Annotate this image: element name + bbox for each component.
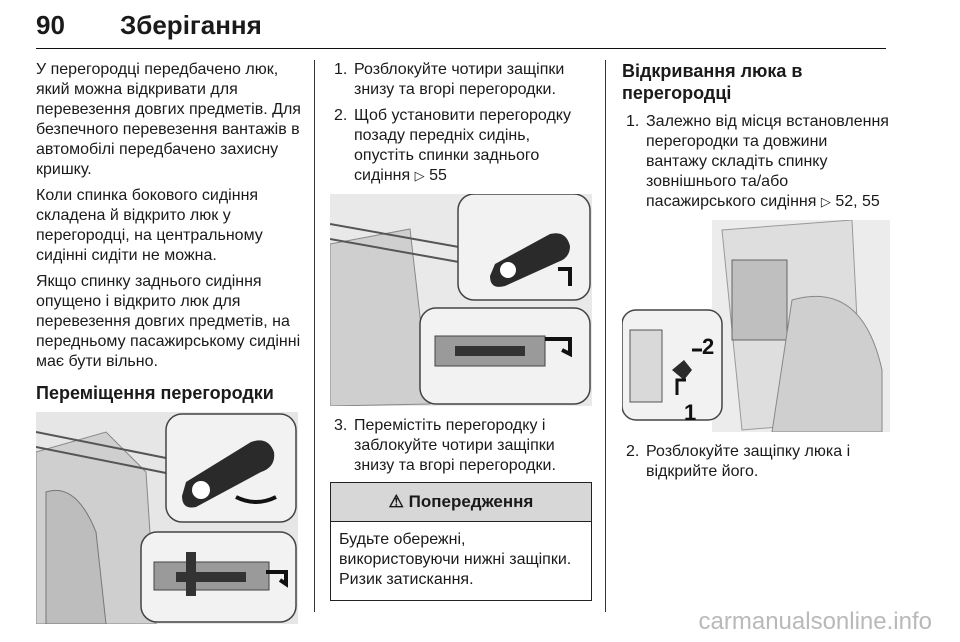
- page-header: [36, 4, 886, 49]
- illustration-hatch-open: [622, 220, 890, 432]
- list-item: 1. Залежно від місця встановлення перегородки та довжини вантажу складіть спинку зовнішнього та/або пасажирського сидіння ▷ 52, 55: [626, 113, 889, 210]
- figure-label: 2: [702, 334, 715, 359]
- illustration-partition-seats: [330, 194, 592, 406]
- warning-icon: ⚠: [388, 492, 404, 511]
- paragraph: Якщо спинку заднього сидіння опущено і відкрито люк для перевезення довгих предметів, на передньому пасажирському сидінні має бути вільно.: [36, 273, 301, 370]
- column-middle: [330, 60, 592, 601]
- page-reference[interactable]: 55: [429, 167, 447, 184]
- warning-header: [331, 483, 591, 522]
- page-reference[interactable]: 52, 55: [835, 193, 880, 210]
- warning-title: Попередження: [408, 492, 534, 511]
- page-number: 90: [36, 10, 65, 40]
- column-left: [36, 60, 304, 634]
- steps-list: [330, 60, 592, 186]
- list-item: 2. Розблокуйте защіпку люка і відкрийте його.: [626, 443, 851, 480]
- column-divider: [605, 60, 606, 612]
- watermark: carmanualsonline.info: [698, 608, 932, 635]
- section-heading: Переміщення перегородки: [36, 383, 274, 403]
- reference-arrow-icon: ▷: [820, 194, 831, 209]
- page-title: Зберігання: [120, 10, 262, 40]
- list-item: 1. Розблокуйте чотири защіпки знизу та вгорі перегородки.: [334, 61, 565, 98]
- paragraph: Коли спинка бокового сидіння складена й відкрито люк у перегородці, на центральному сидінні сидіти не можна.: [36, 187, 263, 264]
- figure-label: 1: [684, 400, 697, 425]
- steps-list: [330, 416, 592, 476]
- illustration-partition-latch: [36, 412, 304, 624]
- column-divider: [314, 60, 315, 612]
- reference-arrow-icon: ▷: [414, 168, 425, 183]
- column-right: [622, 60, 890, 488]
- list-item: 2. Щоб установити перегородку позаду передніх сидінь, опустіть спинки заднього сидіння ▷ 55: [334, 107, 571, 184]
- warning-text: Будьте обережні, використовуючи нижні защіпки. Ризик затискання.: [339, 531, 572, 588]
- steps-list: [622, 112, 890, 212]
- paragraph: У перегородці передбачено люк, який можна відкривати для перевезення довгих предметів. Для безпечного перевезення вантажів в автомобілі передбачено захисну кришку.: [36, 61, 301, 178]
- steps-list: [622, 442, 890, 482]
- list-item: 3. Перемістіть перегородку і заблокуйте чотири защіпки знизу та вгорі перегородки.: [334, 417, 556, 474]
- section-heading: Відкривання люка в перегородці: [622, 61, 803, 103]
- warning-box: [330, 482, 592, 601]
